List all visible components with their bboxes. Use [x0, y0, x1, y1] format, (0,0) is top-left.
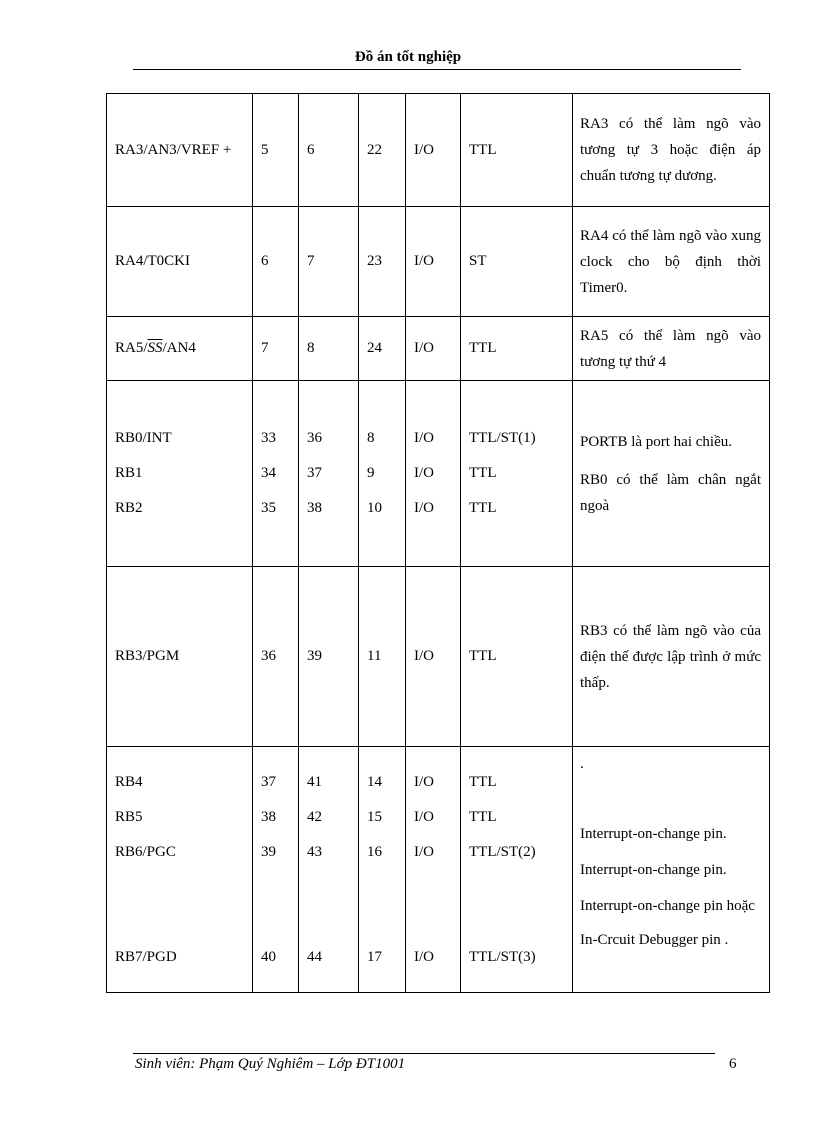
pin-description: . Interrupt-on-change pin. Interrupt-on-change pin. Interrupt-on-change pin hoặc In-Crcuit Debugger pin . — [573, 747, 770, 993]
pin-number: 33 34 35 — [253, 381, 299, 567]
buffer-type: TTL — [461, 94, 573, 207]
table-row — [107, 567, 770, 747]
pin-number: 36 — [253, 567, 299, 747]
pin-name: RB4 RB5 RB6/PGC RB7/PGD — [107, 747, 253, 993]
table-row — [107, 94, 770, 207]
pin-name: RA4/T0CKI — [107, 207, 253, 317]
pin-number: 23 — [359, 207, 406, 317]
pin-number: 24 — [359, 317, 406, 381]
pin-name: RB0/INT RB1 RB2 — [107, 381, 253, 567]
pin-number: 39 — [299, 567, 359, 747]
buffer-type: TTL — [461, 567, 573, 747]
pin-name: RA3/AN3/VREF + — [107, 94, 253, 207]
pin-number: 22 — [359, 94, 406, 207]
pin-number: 6 — [253, 207, 299, 317]
pin-number: 5 — [253, 94, 299, 207]
pin-type: I/O I/O I/O — [406, 381, 461, 567]
pin-number: 11 — [359, 567, 406, 747]
pin-number: 14 15 16 17 — [359, 747, 406, 993]
footer-author: Sinh viên: Phạm Quý Nghiêm – Lớp ĐT1001 — [135, 1056, 406, 1072]
pin-type: I/O — [406, 94, 461, 207]
buffer-type: TTL/ST(1) TTL TTL — [461, 381, 573, 567]
buffer-type: ST — [461, 207, 573, 317]
pin-number: 41 42 43 44 — [299, 747, 359, 993]
header-rule — [133, 69, 741, 70]
buffer-type: TTL — [461, 317, 573, 381]
pin-description: RA5 có thể làm ngõ vào tương tự thứ 4 — [573, 317, 770, 381]
pin-type: I/O I/O I/O I/O — [406, 747, 461, 993]
pin-number: 8 9 10 — [359, 381, 406, 567]
pin-name: RB3/PGM — [107, 567, 253, 747]
pin-type: I/O — [406, 567, 461, 747]
pin-description: RA4 có thể làm ngõ vào xung clock cho bộ định thời Timer0. — [573, 207, 770, 317]
pin-number: 37 38 39 40 — [253, 747, 299, 993]
pin-number: 6 — [299, 94, 359, 207]
pin-table — [106, 93, 770, 993]
pin-number: 8 — [299, 317, 359, 381]
table-row — [107, 747, 770, 993]
pin-type: I/O — [406, 207, 461, 317]
table-row — [107, 317, 770, 381]
page-header-title: Đồ án tốt nghiệp — [354, 49, 462, 65]
pin-type: I/O — [406, 317, 461, 381]
pin-name: $RA5/\overline{SS}/AN4$ — [107, 317, 253, 381]
page-number: 6 — [729, 1056, 737, 1072]
footer-rule — [133, 1053, 715, 1054]
table-row — [107, 207, 770, 317]
pin-number: 7 — [299, 207, 359, 317]
ss-overline: $\overline{SS}$ — [147, 340, 163, 356]
pin-description: RB3 có thể làm ngõ vào của điện thế được lập trình ở mức thấp. — [573, 567, 770, 747]
pin-description: PORTB là port hai chiều. RB0 có thể làm chân ngắt ngoà — [573, 381, 770, 567]
table-row — [107, 381, 770, 567]
pin-number: 36 37 38 — [299, 381, 359, 567]
pin-description: RA3 có thể làm ngõ vào tương tự 3 hoặc điện áp chuẩn tương tự dương. — [573, 94, 770, 207]
buffer-type: TTL TTL TTL/ST(2) TTL/ST(3) — [461, 747, 573, 993]
pin-number: 7 — [253, 317, 299, 381]
